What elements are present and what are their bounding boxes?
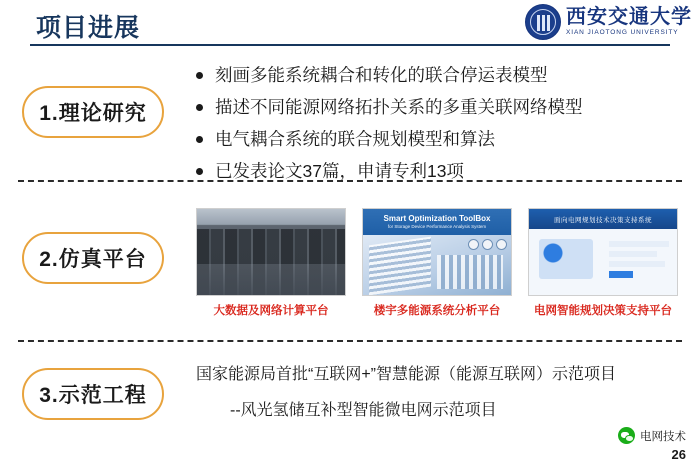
page-number: 26 [671, 447, 686, 462]
software-screenshot-title: Smart Optimization ToolBox [383, 214, 491, 224]
demonstration-line-1: 国家能源局首批“互联网+”智慧能源（能源互联网）示范项目 [196, 366, 617, 383]
wechat-account-label: 电网技术 [640, 430, 686, 443]
bullet-text: 刻画多能系统耦合和转化的联合停运表模型 [215, 65, 548, 85]
list-item [196, 94, 676, 120]
list-item [196, 126, 676, 152]
platform-item [362, 208, 512, 318]
bullet-text: 已发表论文37篇，申请专利13项 [215, 161, 464, 181]
bullet-text: 描述不同能源网络拓扑关系的多重关联网络模型 [215, 97, 583, 117]
web-platform-title-bar: 面向电网规划技术决策支持系统 [529, 209, 677, 229]
list-item [196, 62, 676, 88]
section-label-theory: 1.理论研究 [22, 86, 164, 138]
platform-caption: 大数据及网络计算平台 [213, 305, 329, 317]
software-screenshot-title-bar [363, 209, 511, 235]
web-platform-screenshot [528, 208, 678, 296]
wechat-icon [618, 427, 635, 444]
page-title: 项目进展 [36, 14, 141, 42]
web-platform-body [529, 229, 677, 295]
section-label-demonstration: 3.示范工程 [22, 368, 164, 420]
software-screenshot-icon-group [468, 239, 507, 250]
toolbox-icon [468, 239, 479, 250]
section-label-simulation: 2.仿真平台 [22, 232, 164, 284]
university-logo-text [566, 7, 692, 37]
header-divider [30, 44, 670, 46]
chart-icon [482, 239, 493, 250]
platform-item [528, 208, 678, 318]
demonstration-text [196, 362, 680, 424]
bullet-dot-icon [196, 136, 203, 143]
simulation-platform-images [196, 208, 678, 318]
software-screenshot-subtitle: for Storage Device Performance Analysis System [387, 224, 487, 230]
platform-caption: 电网智能规划决策支持平台 [534, 305, 672, 317]
theory-bullet-list [196, 62, 676, 190]
bullet-text: 电气耦合系统的联合规划模型和算法 [215, 129, 495, 149]
software-screenshot [362, 208, 512, 296]
demonstration-line-2: --风光氢储互补型智能微电网示范项目 [230, 402, 497, 419]
section-divider-2 [18, 340, 682, 342]
slide-header [0, 0, 700, 48]
university-logo [525, 4, 692, 40]
settings-icon [496, 239, 507, 250]
platform-caption: 楼宇多能源系统分析平台 [373, 305, 501, 317]
bullet-dot-icon [196, 72, 203, 79]
university-name-en: XIAN JIAOTONG UNIVERSITY [566, 29, 679, 37]
data-center-photo [196, 208, 346, 296]
wechat-account [618, 427, 686, 444]
bullet-dot-icon [196, 104, 203, 111]
platform-item [196, 208, 346, 318]
university-seal-icon [525, 4, 561, 40]
university-name-cn: 西安交通大学 [566, 6, 692, 29]
bullet-dot-icon [196, 168, 203, 175]
list-item [196, 158, 676, 184]
